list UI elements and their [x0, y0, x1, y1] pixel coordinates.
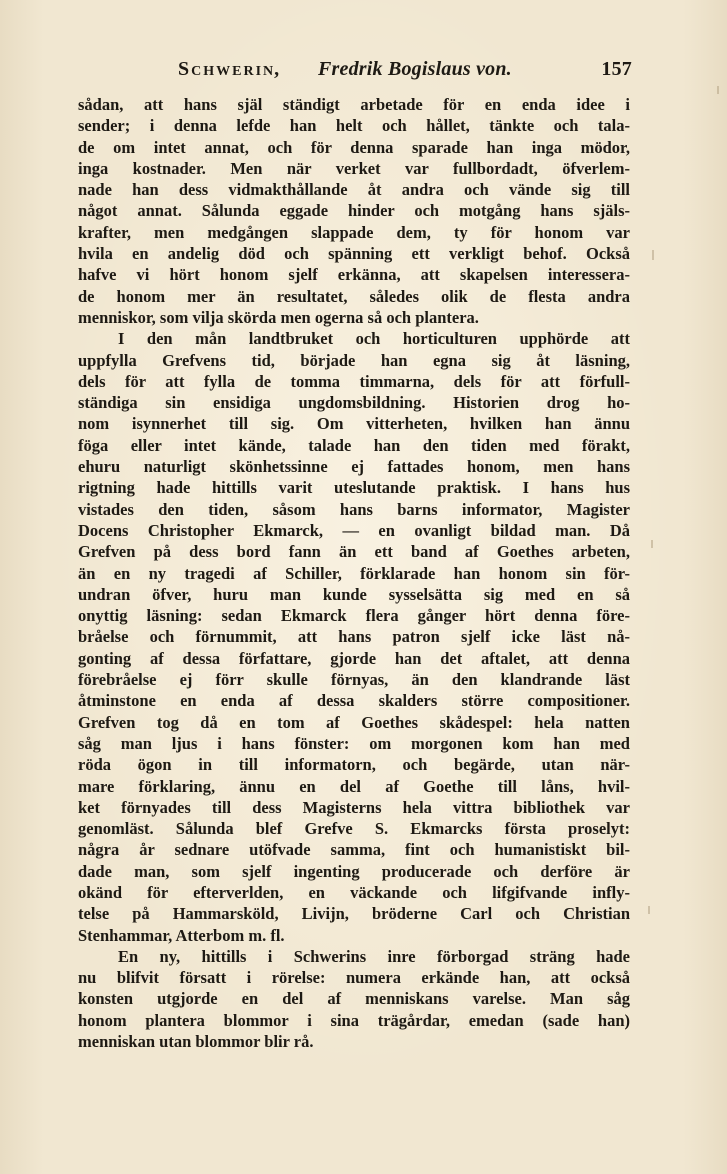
margin-mark	[652, 250, 654, 260]
text-line: konsten utgjorde en del af menniskans varelse. Man såg	[78, 989, 630, 1009]
body-text	[78, 94, 630, 1052]
text-line: Grefven på dess bord fann än ett band af Goethes arbeten,	[78, 542, 630, 562]
text-line: okänd för efterverlden, en väckande och lifgifvande infly-	[78, 882, 630, 902]
text-line: ständiga sin ensidiga ungdomsbildning. Historien drog ho-	[78, 393, 630, 413]
text-line: Stenhammar, Atterbom m. fl.	[78, 925, 285, 945]
text-line: åtminstone en enda af dessa skalders större compositioner.	[78, 691, 630, 711]
header-name: Schwerin,	[178, 58, 282, 80]
running-head	[72, 58, 632, 84]
text-line: än en ny tragedi af Schiller, förklarade han honom sin för-	[78, 563, 630, 583]
text-line: vistades den tiden, såsom hans barns informator, Magister	[78, 499, 630, 519]
text-line: genomläst. Sålunda blef Grefve S. Ekmarcks första proselyt:	[78, 819, 630, 839]
text-line: ket förnyades till dess Magisterns hela vittra bibliothek var	[78, 797, 630, 817]
text-line: de honom mer än resultatet, således olik de flesta andra	[78, 286, 630, 306]
text-line: krafter, men medgången slappade dem, ty för honom var	[78, 222, 630, 242]
text-line: dade man, som sjelf ingenting producerade och derföre är	[78, 861, 630, 881]
text-line: uppfylla Grefvens tid, började han egna sig åt läsning,	[78, 350, 630, 370]
text-line: de om intet annat, och för denna sparade han inga mödor,	[78, 137, 630, 157]
text-line: I den mån landtbruket och horticulturen upphörde att	[118, 329, 630, 349]
text-line: ehuru naturligt skönhetssinne ej fattades honom, men hans	[78, 457, 630, 477]
text-line: sådan, att hans själ ständigt arbetade för en enda idee i	[78, 95, 630, 114]
text-line: såg man ljus i hans fönster: om morgonen kom han med	[78, 733, 630, 753]
text-line: något annat. Sålunda eggade hinder och motgång hans själs-	[78, 201, 630, 221]
text-line: hvila en andelig död och spänning ett verkligt behof. Också	[78, 244, 630, 264]
text-line: nade han dess vidmakthållande åt andra och vände sig till	[78, 180, 630, 200]
text-line: Docens Christopher Ekmarck, — en ovanligt bildad man. Då	[78, 520, 630, 540]
text-line: bråelse och förnummit, att hans patron sjelf icke läst nå-	[78, 627, 630, 647]
text-line: några år sednare utöfvade samma, fint och humanistiskt bil-	[78, 840, 630, 860]
margin-mark	[717, 86, 719, 94]
text-line: menniskor, som vilja skörda men ogerna så och plantera.	[78, 307, 479, 327]
text-line: inga kostnader. Men när verket var fullbordadt, öfverlem-	[78, 158, 630, 178]
margin-mark	[651, 540, 653, 548]
text-line: dels för att fylla de tomma timmarna, dels för att förfull-	[78, 371, 630, 391]
text-line: mare förklaring, ännu en del af Goethe till låns, hvil-	[78, 776, 630, 796]
text-line: undran öfver, huru man kunde sysselsätta sig med en så	[78, 584, 630, 604]
text-line: hafve vi hört honom sjelf erkänna, att skapelsen interessera-	[78, 265, 630, 285]
text-line: telse på Hammarsköld, Livijn, bröderne Carl och Christian	[78, 904, 630, 924]
margin-mark	[648, 906, 650, 914]
text-line: nu blifvit försatt i rörelse: numera erkände han, att också	[78, 968, 630, 988]
text-line: rigtning hade hittills varit uteslutande praktisk. I hans hus	[78, 478, 630, 498]
text-line: Grefven tog då en tom af Goethes skådespel: hela natten	[78, 712, 630, 732]
header-person: Fredrik Bogislaus von.	[318, 58, 512, 80]
text-line: förebråelse ej förr skulle förnyas, än den klandrande läst	[78, 670, 630, 690]
text-line: röda ögon in till informatorn, och begärde, utan när-	[78, 755, 630, 775]
text-line: föga eller intet kände, talade han den tiden med förakt,	[78, 435, 630, 455]
text-line: nom isynnerhet till sig. Om vitterheten, hvilken han ännu	[78, 414, 630, 434]
text-line: onyttig läsning: sedan Ekmarck flera gånger hört denna före-	[78, 606, 630, 626]
text-line: honom plantera blommor i sina trägårdar, emedan (sade han)	[78, 1010, 630, 1030]
text-line: sender; i denna lefde han helt och hållet, tänkte och tala-	[78, 116, 630, 136]
text-line: menniskan utan blommor blir rå.	[78, 1032, 314, 1052]
text-line: gonting af dessa författare, gjorde han det aftalet, att denna	[78, 648, 630, 668]
page-number: 157	[601, 58, 632, 80]
text-line: En ny, hittills i Schwerins inre förborgad sträng hade	[118, 946, 630, 966]
